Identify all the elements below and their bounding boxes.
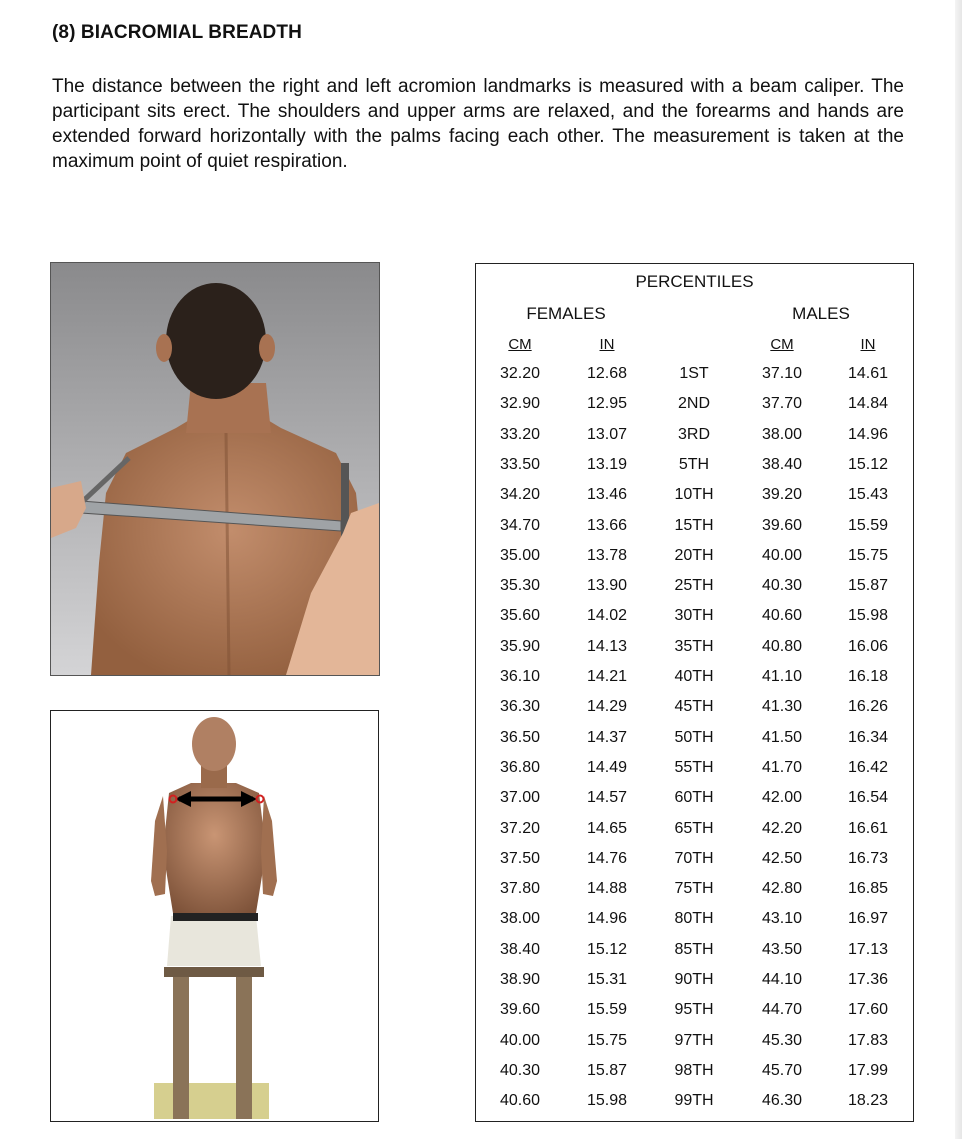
percentile-cell: 40TH <box>674 668 714 685</box>
section-title: (8) BIACROMIAL BREADTH <box>52 22 302 43</box>
male-cm-cell: 38.00 <box>761 425 803 443</box>
male-cm-cell: 40.00 <box>761 546 803 564</box>
female-cm-cell: 33.20 <box>499 425 541 443</box>
female-cm-cell: 38.40 <box>499 940 541 958</box>
female-in-cell: 14.37 <box>586 728 628 746</box>
percentile-cell: 1ST <box>679 365 709 382</box>
male-in-cell: 15.43 <box>847 486 889 504</box>
male-in-cell: 15.12 <box>847 455 889 473</box>
female-cm-cell: 32.90 <box>499 395 541 413</box>
female-cm-cell: 36.50 <box>499 728 541 746</box>
female-cm-cell: 32.20 <box>499 365 541 382</box>
male-in-cell: 16.73 <box>847 849 889 867</box>
female-cm-cell: 38.00 <box>499 910 541 928</box>
female-in-cell: 12.95 <box>586 395 628 413</box>
female-cm-cell: 36.10 <box>499 668 541 685</box>
male-in-cell: 17.36 <box>847 971 889 988</box>
female-cm-cell: 35.60 <box>499 607 541 625</box>
male-cm-cell: 45.70 <box>761 1061 803 1079</box>
female-in-cell: 14.02 <box>586 607 628 625</box>
female-in-cell: 14.21 <box>586 668 628 685</box>
male-in-cell: 17.60 <box>847 1001 889 1019</box>
female-cm-cell: 37.80 <box>499 880 541 898</box>
female-cm-cell: 37.50 <box>499 849 541 867</box>
percentile-cell: 15TH <box>674 516 714 534</box>
male-in-cell: 16.97 <box>847 910 889 928</box>
male-in-cell: 16.18 <box>847 668 889 685</box>
percentile-cell: 25TH <box>674 577 714 595</box>
male-in-cell: 17.99 <box>847 1061 889 1079</box>
male-cm-cell: 41.10 <box>761 668 803 685</box>
percentile-cell: 20TH <box>674 546 714 564</box>
male-in-cell: 17.13 <box>847 940 889 958</box>
female-in-cell: 14.88 <box>586 880 628 898</box>
female-in-cell: 13.90 <box>586 577 628 595</box>
male-cm-cell: 40.30 <box>761 577 803 595</box>
percentile-cell: 99TH <box>674 1092 714 1110</box>
male-cm-cell: 38.40 <box>761 455 803 473</box>
female-in-cell: 13.46 <box>586 486 628 504</box>
percentile-cell: 95TH <box>674 1001 714 1019</box>
female-cm-cell: 35.30 <box>499 577 541 595</box>
female-in-cell: 14.13 <box>586 637 628 655</box>
female-cm-cell: 34.70 <box>499 516 541 534</box>
female-cm-cell: 40.00 <box>499 1031 541 1049</box>
male-in-cell: 16.26 <box>847 698 889 716</box>
females-cm-unit: CM <box>508 336 532 353</box>
percentile-cell: 3RD <box>677 425 710 443</box>
male-in-cell: 16.34 <box>847 728 889 746</box>
female-in-cell: 12.68 <box>586 365 628 382</box>
percentiles-header: PERCENTILES <box>635 272 754 291</box>
female-cm-cell: 37.00 <box>499 789 541 807</box>
male-cm-cell: 45.30 <box>761 1031 803 1049</box>
female-cm-cell: 39.60 <box>499 1001 541 1019</box>
male-cm-cell: 39.60 <box>761 516 803 534</box>
female-cm-cell: 36.80 <box>499 758 541 776</box>
female-cm-cell: 36.30 <box>499 698 541 716</box>
percentile-cell: 85TH <box>674 940 714 958</box>
female-in-cell: 13.19 <box>586 455 628 473</box>
percentile-cell: 97TH <box>674 1031 714 1049</box>
female-in-cell: 14.96 <box>586 910 628 928</box>
male-in-cell: 14.61 <box>847 365 889 382</box>
percentile-cell: 2ND <box>677 395 710 413</box>
seated-figure-render <box>50 710 379 1122</box>
male-in-cell: 16.54 <box>847 789 889 807</box>
female-cm-cell: 40.60 <box>499 1092 541 1110</box>
male-cm-cell: 41.30 <box>761 698 803 716</box>
females-header: FEMALES <box>526 304 606 323</box>
male-cm-cell: 37.10 <box>761 365 803 382</box>
percentile-cell: 55TH <box>674 758 714 776</box>
percentile-cell: 10TH <box>674 486 714 504</box>
male-cm-cell: 40.60 <box>761 607 803 625</box>
male-cm-cell: 43.50 <box>761 940 803 958</box>
female-in-cell: 15.31 <box>586 971 628 988</box>
male-in-cell: 15.59 <box>847 516 889 534</box>
female-cm-cell: 40.30 <box>499 1061 541 1079</box>
male-in-cell: 15.98 <box>847 607 889 625</box>
female-in-cell: 15.87 <box>586 1061 628 1079</box>
male-cm-cell: 41.70 <box>761 758 803 776</box>
female-cm-cell: 35.00 <box>499 546 541 564</box>
female-cm-cell: 37.20 <box>499 819 541 837</box>
males-cm-unit: CM <box>770 336 794 353</box>
male-cm-cell: 43.10 <box>761 910 803 928</box>
percentile-cell: 45TH <box>674 698 714 716</box>
caliper-measurement-photo <box>50 262 380 676</box>
male-in-cell: 17.83 <box>847 1031 889 1049</box>
female-cm-cell: 33.50 <box>499 455 541 473</box>
males-header: MALES <box>792 304 850 323</box>
female-in-cell: 13.66 <box>586 516 628 534</box>
male-in-cell: 18.23 <box>847 1092 889 1110</box>
male-cm-cell: 44.70 <box>761 1001 803 1019</box>
male-cm-cell: 42.80 <box>761 880 803 898</box>
male-cm-cell: 46.30 <box>761 1092 803 1110</box>
male-in-cell: 16.61 <box>847 819 889 837</box>
male-in-cell: 16.42 <box>847 758 889 776</box>
percentile-cell: 80TH <box>674 910 714 928</box>
female-in-cell: 14.57 <box>586 789 628 807</box>
male-cm-cell: 40.80 <box>761 637 803 655</box>
percentile-cell: 90TH <box>674 971 714 988</box>
female-in-cell: 14.49 <box>586 758 628 776</box>
female-in-cell: 15.98 <box>586 1092 628 1110</box>
percentile-cell: 98TH <box>674 1061 714 1079</box>
percentile-cell: 70TH <box>674 849 714 867</box>
female-cm-cell: 35.90 <box>499 637 541 655</box>
females-in-unit: IN <box>599 336 615 353</box>
male-cm-cell: 42.20 <box>761 819 803 837</box>
percentile-cell: 60TH <box>674 789 714 807</box>
male-cm-cell: 42.50 <box>761 849 803 867</box>
percentile-cell: 75TH <box>674 880 714 898</box>
males-in-unit: IN <box>860 336 876 353</box>
male-in-cell: 16.85 <box>847 880 889 898</box>
male-cm-cell: 42.00 <box>761 789 803 807</box>
female-in-cell: 14.76 <box>586 849 628 867</box>
female-in-cell: 13.07 <box>586 425 628 443</box>
female-in-cell: 15.12 <box>586 940 628 958</box>
percentiles-table <box>475 263 914 1122</box>
female-in-cell: 13.78 <box>586 546 628 564</box>
male-in-cell: 15.75 <box>847 546 889 564</box>
female-in-cell: 15.59 <box>586 1001 628 1019</box>
section-description: The distance between the right and left acromion landmarks is measured with a beam caliper. The participant sits erect. The shoulders and upper arms are relaxed, and the forearms and hands are extended forward horizontally with the palms facing each other. The measurement is taken at the maximum point of quiet respiration. <box>52 76 904 172</box>
female-in-cell: 14.65 <box>586 819 628 837</box>
female-in-cell: 14.29 <box>586 698 628 716</box>
male-in-cell: 15.87 <box>847 577 889 595</box>
percentile-cell: 50TH <box>674 728 714 746</box>
percentile-cell: 30TH <box>674 607 714 625</box>
page-edge <box>955 0 962 1139</box>
male-in-cell: 14.96 <box>847 425 889 443</box>
female-cm-cell: 34.20 <box>499 486 541 504</box>
male-cm-cell: 41.50 <box>761 728 803 746</box>
female-in-cell: 15.75 <box>586 1031 628 1049</box>
male-cm-cell: 39.20 <box>761 486 803 504</box>
male-cm-cell: 44.10 <box>761 971 803 988</box>
percentile-cell: 5TH <box>678 455 710 473</box>
male-cm-cell: 37.70 <box>761 395 803 413</box>
male-in-cell: 16.06 <box>847 637 889 655</box>
percentile-cell: 65TH <box>674 819 714 837</box>
male-in-cell: 14.84 <box>847 395 889 413</box>
female-cm-cell: 38.90 <box>499 971 541 988</box>
percentile-cell: 35TH <box>674 637 714 655</box>
